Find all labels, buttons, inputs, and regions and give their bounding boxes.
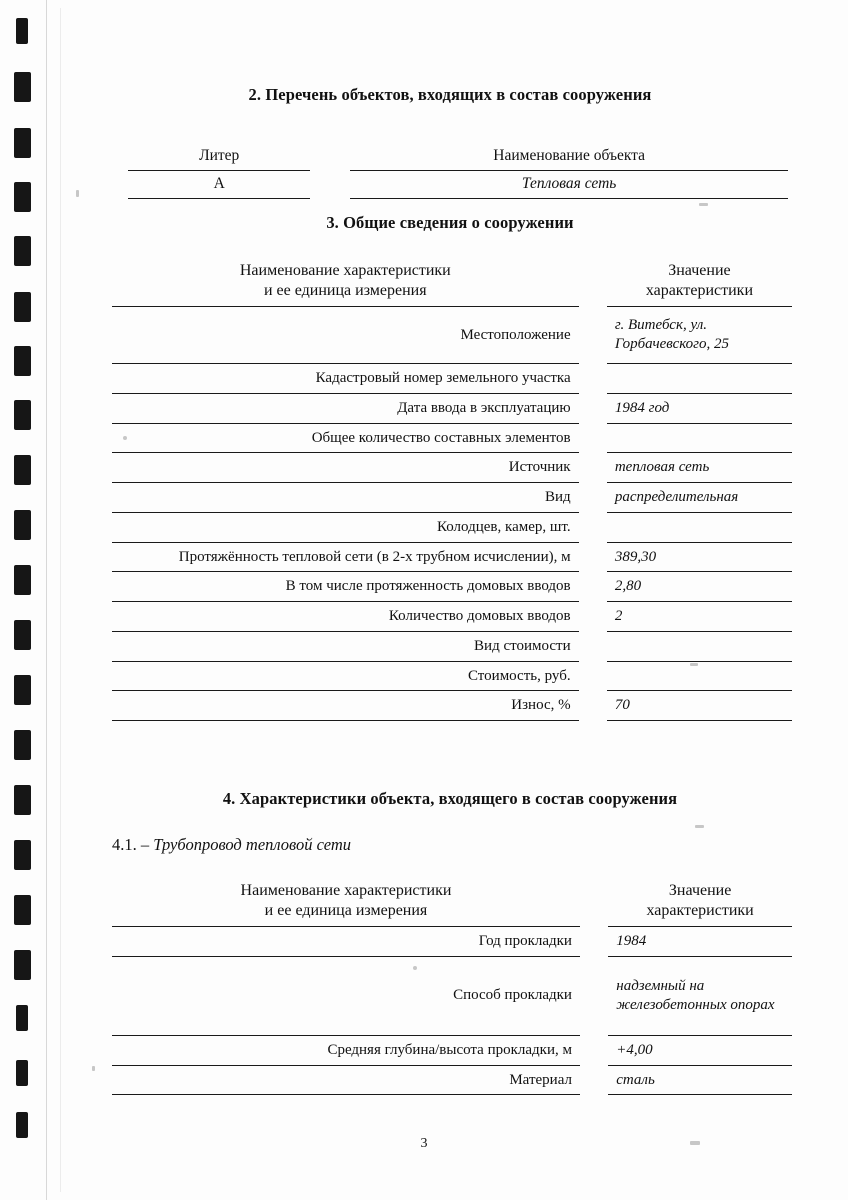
table-row — [112, 631, 792, 661]
table-row — [112, 1035, 792, 1065]
cell-value — [607, 364, 792, 394]
cell-value — [607, 512, 792, 542]
cell-value: 1984 — [608, 927, 792, 957]
table-row — [112, 483, 792, 513]
cell-value: тепловая сеть — [607, 453, 792, 483]
header-line-1: Значение — [668, 262, 731, 279]
table-row — [112, 542, 792, 572]
column-header-value — [607, 259, 792, 307]
cell-value: г. Витебск, ул. Горбачевского, 25 — [607, 307, 792, 364]
cell-characteristic: Дата ввода в эксплуатацию — [112, 393, 579, 423]
table-row — [112, 661, 792, 691]
cell-characteristic: Год прокладки — [112, 927, 580, 957]
document-content — [100, 0, 800, 1095]
cell-value: распределительная — [607, 483, 792, 513]
cell-value: 389,30 — [607, 542, 792, 572]
table-row — [112, 691, 792, 721]
header-line-1: Значение — [668, 882, 732, 900]
spiral-binding — [0, 0, 58, 1200]
column-gap — [310, 171, 350, 199]
subsection-4-1 — [112, 835, 800, 855]
table-row — [112, 307, 792, 364]
cell-value: сталь — [608, 1065, 792, 1095]
cell-characteristic: Кадастровый номер земельного участка — [112, 364, 579, 394]
subsection-number: 4.1. – — [112, 835, 154, 855]
cell-value: 2,80 — [607, 572, 792, 602]
cell-characteristic: Вид стоимости — [112, 631, 579, 661]
cell-value: +4,00 — [608, 1035, 792, 1065]
table-row — [112, 602, 792, 632]
column-gap — [579, 259, 607, 307]
table-row — [128, 171, 788, 199]
page-edge-line — [46, 0, 47, 1200]
cell-characteristic: Источник — [112, 453, 579, 483]
cell-characteristic: Стоимость, руб. — [112, 661, 579, 691]
cell-characteristic: Общее количество составных элементов — [112, 423, 579, 453]
cell-characteristic: В том числе протяженность домовых вводов — [112, 572, 579, 602]
subsection-name: Трубопровод тепловой сети — [153, 835, 351, 855]
table-row — [112, 572, 792, 602]
column-header-object-name: Наименование объекта — [350, 143, 788, 171]
general-info-table — [112, 259, 792, 721]
table-row — [112, 956, 792, 1035]
column-gap — [580, 879, 608, 927]
column-gap — [310, 143, 350, 171]
table-row — [112, 393, 792, 423]
cell-characteristic: Способ прокладки — [112, 956, 580, 1035]
header-line-2: характеристики — [646, 901, 754, 919]
cell-characteristic: Протяжённость тепловой сети (в 2-х трубном исчислении), м — [112, 542, 579, 572]
column-header-characteristic — [112, 259, 579, 307]
cell-characteristic: Материал — [112, 1065, 580, 1095]
page-number: 3 — [420, 1136, 428, 1151]
column-header-value — [608, 879, 792, 927]
objects-list-table — [128, 143, 788, 199]
table-row — [112, 364, 792, 394]
cell-value: 2 — [607, 602, 792, 632]
column-header-characteristic — [112, 879, 580, 927]
section-3-title: 3. Общие сведения о сооружении — [326, 213, 574, 232]
cell-object-name: Тепловая сеть — [350, 171, 788, 199]
header-line-2: характеристики — [645, 281, 754, 299]
header-line-1: Наименование характеристики — [239, 262, 451, 279]
scan-speck — [92, 1066, 95, 1071]
table-row — [112, 423, 792, 453]
cell-value — [607, 423, 792, 453]
table-row — [112, 1065, 792, 1095]
header-line-2: и ее единица измерения — [264, 901, 428, 919]
table-row — [112, 453, 792, 483]
cell-characteristic: Местоположение — [112, 307, 579, 364]
cell-characteristic: Средняя глубина/высота прокладки, м — [112, 1035, 580, 1065]
cell-value: надземный на железобетонных опорах — [608, 956, 792, 1035]
cell-characteristic: Износ, % — [112, 691, 579, 721]
pipeline-characteristics-table — [112, 879, 792, 1095]
cell-value: 70 — [607, 691, 792, 721]
cell-value — [607, 631, 792, 661]
cell-characteristic: Количество домовых вводов — [112, 602, 579, 632]
table-row — [112, 927, 792, 957]
section-2-title: 2. Перечень объектов, входящих в состав сооружения — [248, 85, 652, 104]
header-line-2: и ее единица измерения — [263, 281, 427, 299]
cell-value — [607, 661, 792, 691]
column-header-liter: Литер — [128, 143, 310, 171]
header-line-1: Наименование характеристики — [240, 882, 452, 900]
scan-speck — [76, 190, 79, 197]
cell-characteristic: Вид — [112, 483, 579, 513]
table-row — [112, 512, 792, 542]
cell-value: 1984 год — [607, 393, 792, 423]
section-4-title: 4. Характеристики объекта, входящего в состав сооружения — [222, 789, 678, 809]
cell-liter: А — [128, 171, 310, 199]
cell-characteristic: Колодцев, камер, шт. — [112, 512, 579, 542]
